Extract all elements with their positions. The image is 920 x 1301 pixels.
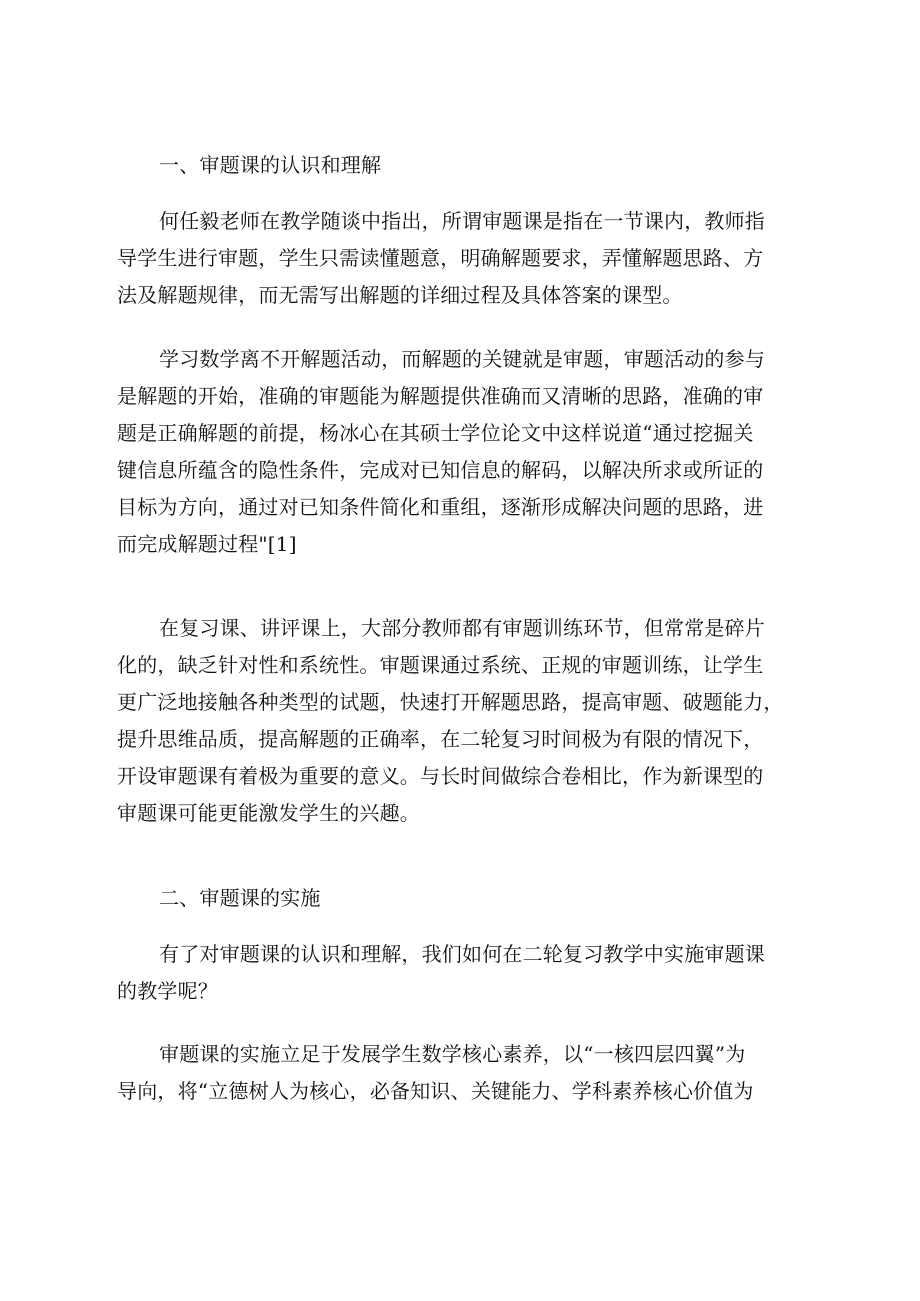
paragraph-line: 开设审题课有着极为重要的意义。与长时间做综合卷相比，作为新课型的 <box>117 764 764 788</box>
paragraph-line: 何任毅老师在教学随谈中指出，所谓审题课是指在一节课内，教师指 <box>159 209 765 233</box>
paragraph-4 <box>117 936 817 1010</box>
paragraph-line: 导学生进行审题，学生只需读懂题意，明确解题要求，弄懂解题思路、方 <box>117 246 764 270</box>
paragraph-line: 导向，将“立德树人为核心，必备知识、关键能力、学科素养核心价值为 <box>117 1079 754 1103</box>
paragraph-3 <box>117 610 817 832</box>
heading-text: 二、审题课的实施 <box>159 886 321 910</box>
paragraph-line: 的教学呢？ <box>117 979 218 1003</box>
paragraph-5 <box>117 1036 817 1110</box>
paragraph-line: 目标为方向，通过对已知条件简化和重组，逐渐形成解决问题的思路，进 <box>117 495 764 519</box>
heading-text: 一、审题课的认识和理解 <box>159 153 382 177</box>
paragraph-line: 提升思维品质，提高解题的正确率，在二轮复习时间极为有限的情况下， <box>117 727 764 751</box>
paragraph-2 <box>117 341 817 563</box>
section-heading-2 <box>117 880 859 917</box>
paragraph-line: 化的，缺乏针对性和系统性。审题课通过系统、正规的审题训练，让学生 <box>117 653 764 677</box>
paragraph-line: 在复习课、讲评课上，大部分教师都有审题训练环节，但常常是碎片 <box>159 616 765 640</box>
paragraph-line: 是解题的开始，准确的审题能为解题提供准确而又清晰的思路，准确的审 <box>117 384 764 408</box>
paragraph-line: 题是正确解题的前提，杨冰心在其硕士学位论文中这样说道“通过挖掘关 <box>117 421 754 445</box>
paragraph-line: 审题课的实施立足于发展学生数学核心素养，以“一核四层四翼”为 <box>159 1042 746 1066</box>
paragraph-line: 学习数学离不开解题活动，而解题的关键就是审题，审题活动的参与 <box>159 347 765 371</box>
paragraph-line: 法及解题规律，而无需写出解题的详细过程及具体答案的课型。 <box>117 283 683 307</box>
paragraph-line: 键信息所蕴含的隐性条件，完成对已知信息的解码，以解决所求或所证的 <box>117 458 764 482</box>
paragraph-line: 审题课可能更能激发学生的兴趣。 <box>117 801 420 825</box>
section-heading-1 <box>117 147 859 184</box>
paragraph-line: 有了对审题课的认识和理解，我们如何在二轮复习教学中实施审题课 <box>159 942 765 966</box>
paragraph-line: 而完成解题过程"[1] <box>117 532 297 556</box>
paragraph-line: 更广泛地接触各种类型的试题，快速打开解题思路，提高审题、破题能力， <box>117 690 784 714</box>
paragraph-1 <box>117 203 817 314</box>
